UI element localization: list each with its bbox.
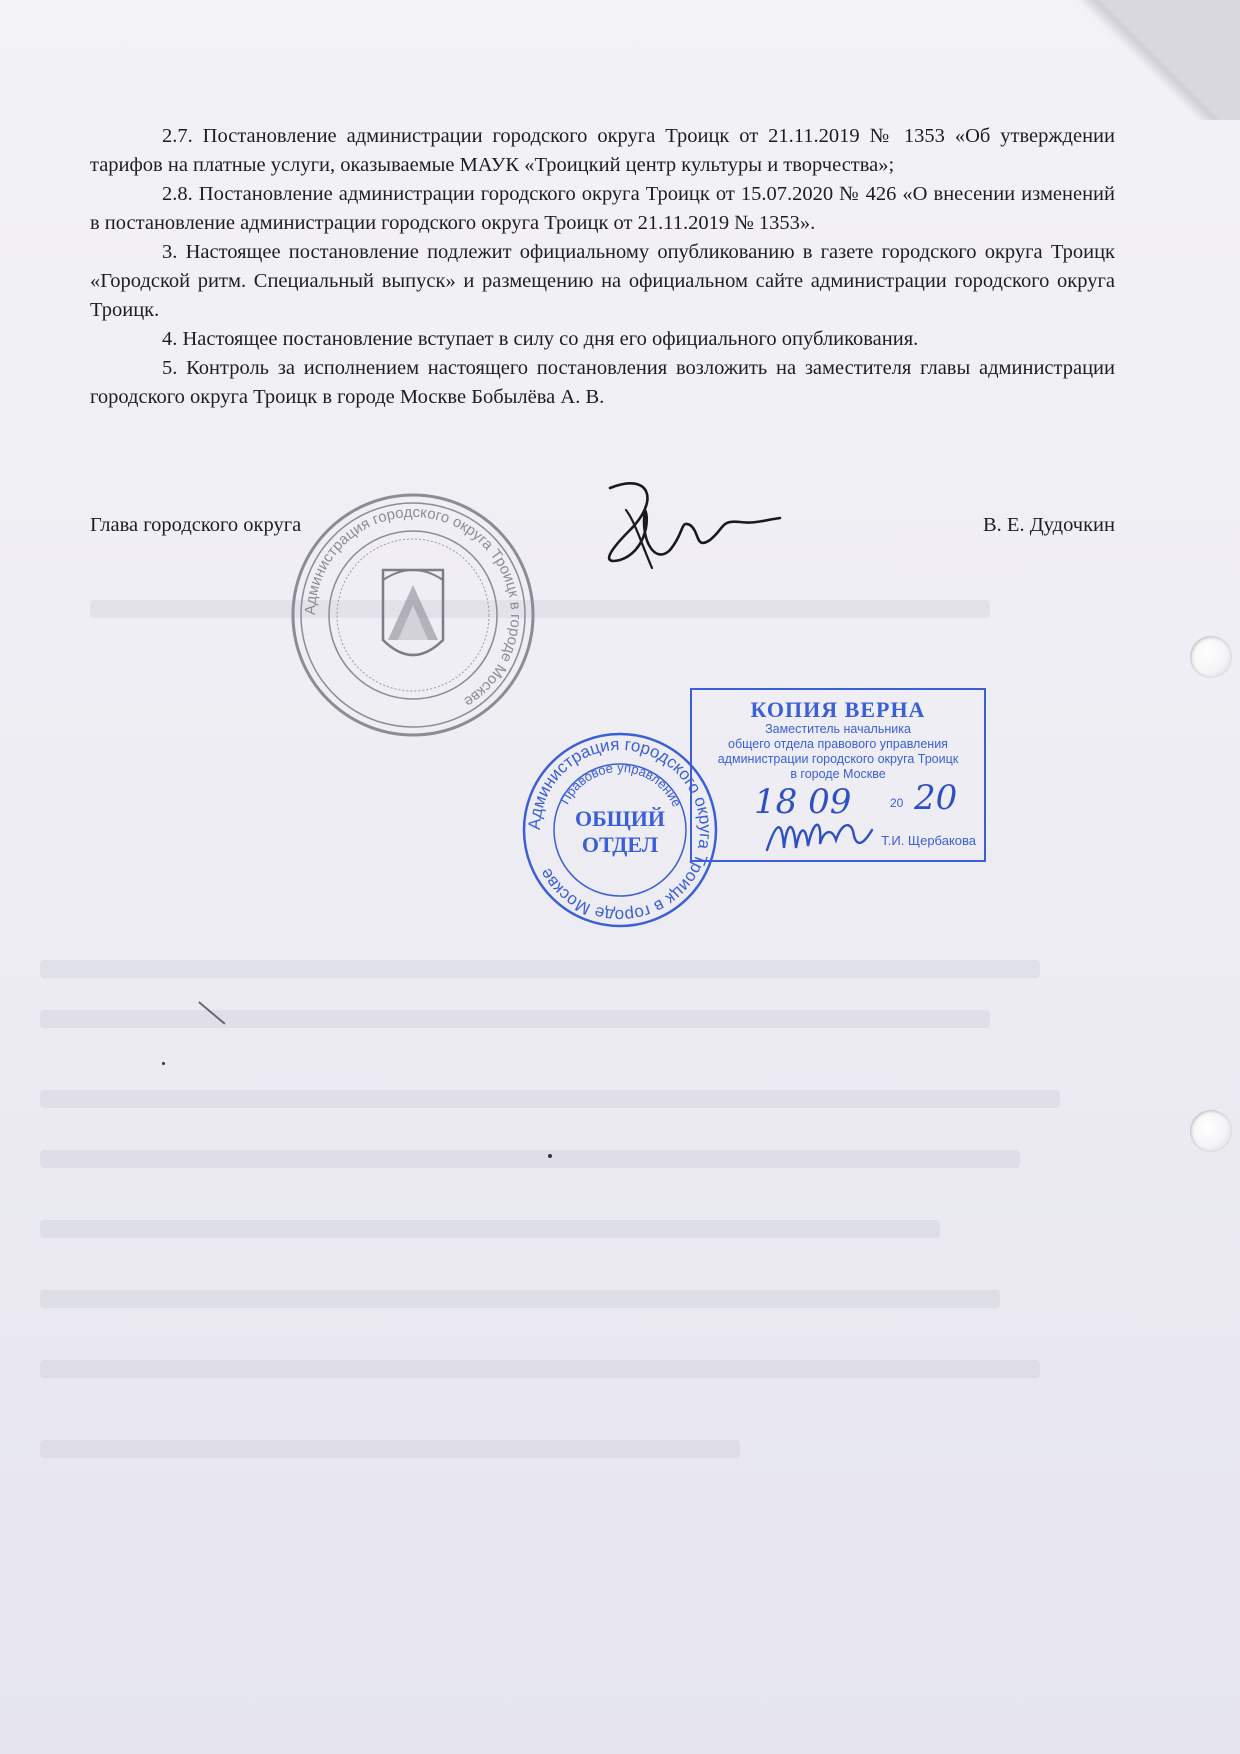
show-through-line [40, 960, 1040, 978]
show-through-line [40, 1360, 1040, 1378]
decree-text [90, 122, 1115, 412]
punch-hole [1190, 1110, 1232, 1152]
copy-stamp-title: КОПИЯ ВЕРНА [750, 697, 926, 722]
copy-stamp-line: в городе Москве [790, 767, 886, 781]
copy-stamp-line: общего отдела правового управления [728, 737, 948, 751]
folded-corner [1070, 0, 1240, 120]
paragraph-5: 5. Контроль за исполнением настоящего постановления возложить на заместителя главы администрации городского округа Троицк в городе Москве Бобылёва А. В. [90, 357, 1115, 408]
stray-mark [548, 1154, 552, 1158]
copy-stamp-signature [762, 810, 892, 860]
copy-stamp-line: Заместитель начальника [765, 722, 911, 736]
blue-seal-center-line2: ОТДЕЛ [581, 832, 659, 857]
handwritten-signature [590, 470, 790, 580]
show-through-line [40, 1290, 1000, 1308]
paragraph-2-7: 2.7. Постановление администрации городского округа Троицк от 21.11.2019 № 1353 «Об утверждении тарифов на платные услуги, оказываемые МАУК «Троицкий центр культуры и творчества»; [90, 125, 1115, 176]
blue-seal-ring-text: Администрация городского округа Троицк в городе Москве [524, 734, 716, 926]
copy-stamp-year: 20 [914, 778, 958, 818]
paragraph-2-8: 2.8. Постановление администрации городского округа Троицк от 15.07.2020 № 426 «О внесении изменений в постановление администрации городского округа Троицк от 21.11.2019 № 1353». [90, 183, 1115, 234]
blue-seal-center-line1: ОБЩИЙ [574, 806, 666, 831]
paragraph-4: 4. Настоящее постановление вступает в силу со дня его официального опубликования. [162, 328, 919, 350]
show-through-line [40, 1010, 990, 1028]
copy-stamp-year-prefix: 20 [890, 796, 904, 810]
stray-mark [162, 1062, 165, 1065]
show-through-line [40, 1220, 940, 1238]
certified-copy-stamp [690, 688, 986, 862]
official-seal [288, 490, 538, 740]
punch-hole [1190, 636, 1232, 678]
show-through-line [90, 600, 990, 618]
copy-stamp-line: администрации городского округа Троицк [717, 752, 959, 766]
copy-stamp-date: 18 09 [754, 782, 852, 822]
seal-ring-text: Администрация городского округа Троицк в городе Москве [301, 503, 525, 711]
blue-seal-inner-text: Правовое управление [556, 759, 685, 810]
show-through-line [40, 1150, 1020, 1168]
signatory-position: Глава городского округа [90, 514, 302, 536]
show-through-line [40, 1090, 1060, 1108]
show-through-line [40, 1440, 740, 1458]
signatory-name: В. Е. Дудочкин [983, 514, 1115, 536]
copy-stamp-name: Т.И. Щербакова [881, 833, 976, 848]
paragraph-3: 3. Настоящее постановление подлежит официальному опубликованию в газете городского округа Троицк «Городской ритм. Специальный выпуск» и размещению на официальном сайте администрации городского округа Троицк. [90, 241, 1115, 321]
